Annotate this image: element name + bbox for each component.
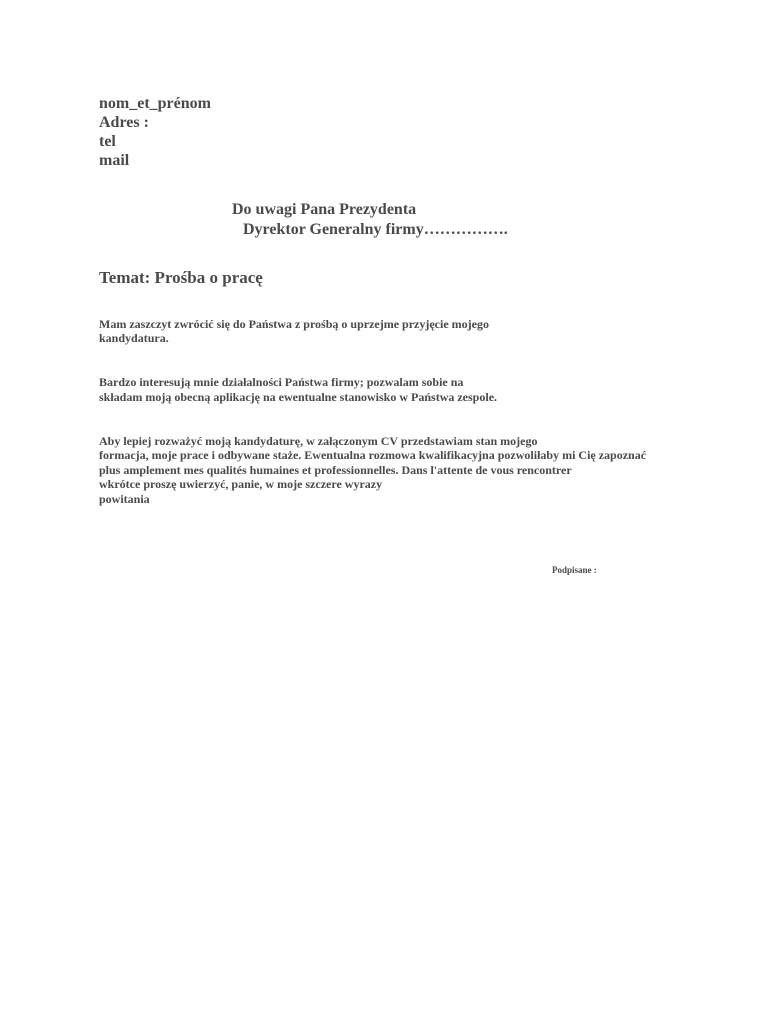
recipient-line-2: Dyrektor Generalny firmy……………. [243,221,508,238]
sender-phone: tel [99,133,116,150]
paragraph-1-line-2: kandydatura. [99,331,169,345]
sender-name: nom_et_prénom [99,95,211,112]
paragraph-3-line-3: plus amplement mes qualités humaines et professionnelles. Dans l'attente de vous rencontrer [99,463,572,477]
paragraph-3-line-1: Aby lepiej rozważyć moją kandydaturę, w załączonym CV przedstawiam stan mojego [99,434,538,448]
signature-label: Podpisane : [552,565,597,575]
recipient-line-1: Do uwagi Pana Prezydenta [232,201,417,218]
paragraph-3-line-2: formacja, moje prace i odbywane staże. Ewentualna rozmowa kwalifikacyjna pozwoliłaby mi Cię zapoznać [99,448,647,462]
sender-address: Adres : [99,114,149,131]
sender-email: mail [99,152,130,169]
paragraph-1-line-1: Mam zaszczyt zwrócić się do Państwa z prośbą o uprzejme przyjęcie mojego [99,317,489,331]
paragraph-3-line-4: wkrótce proszę uwierzyć, panie, w moje szczere wyrazy [99,477,383,491]
subject-line: Temat: Prośba o pracę [99,268,263,287]
paragraph-2-line-1: Bardzo interesują mnie działalności Państwa firmy; pozwalam sobie na [99,375,464,389]
paragraph-2-line-2: składam moją obecną aplikację na ewentualne stanowisko w Państwa zespole. [99,390,498,404]
paragraph-3-line-5: powitania [99,492,150,506]
